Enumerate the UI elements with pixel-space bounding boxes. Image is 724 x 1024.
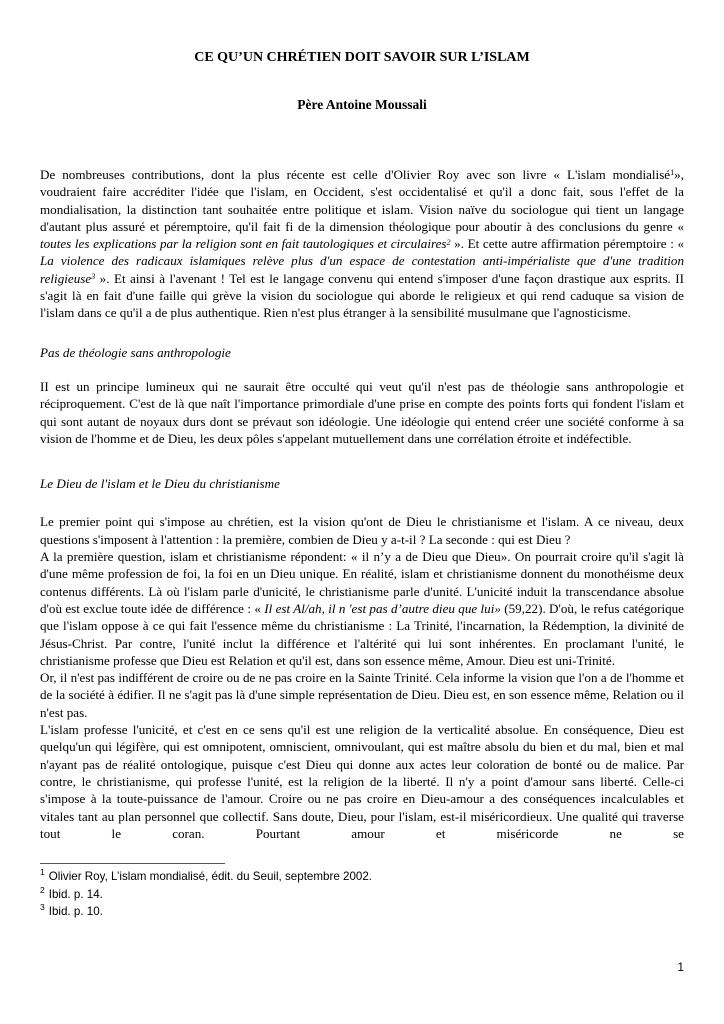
footnote-3-marker: 3 <box>40 902 45 913</box>
paragraph-theologie <box>40 378 684 447</box>
footnote-2-text: Ibid. p. 14. <box>48 887 103 901</box>
footnote-2-marker: 2 <box>40 884 45 895</box>
text-run: 3 <box>91 272 96 282</box>
document-body <box>40 166 684 842</box>
text-run: Le Dieu de l'islam et le Dieu du christianisme <box>40 476 280 492</box>
text-run: De nombreuses contributions, dont la plus récente est celle d'Olivier Roy avec son livre « L'islam mondialisé <box>40 167 671 182</box>
footnote-separator <box>40 863 225 864</box>
text-run: A la première question, islam et christianisme répondent: « il n’y a de Dieu que Dieu». On pourrait croire qu'il s'agit là d'une même profession de foi, la foi en un Dieu unique. En réalité, islam et christianisme donnent du monothéisme deux contenus différents. Là où l'islam parle d'unicité, le christianisme parle d'unité. L'unicité induit la transcendance absolue d'où est exclue toute idée de différence : « <box>40 549 684 616</box>
author-name: Père Antoine Moussali <box>297 97 427 112</box>
page-title: CE QU’UN CHRÉTIEN DOIT SAVOIR SUR L’ISLAM <box>194 50 530 65</box>
text-run: toutes les explications par la religion sont en fait tautologiques et circulaires <box>40 236 447 252</box>
footnote-1 <box>40 868 684 885</box>
page-number: 1 <box>677 961 684 974</box>
text-run: Or, il n'est pas indifférent de croire ou de ne pas croire en la Sainte Trinité. Cela informe la vision que l'on a de l'homme et de la société à édifier. Il ne s'agit pas là d'une simple représentation de Dieu. Dieu est, en son essence même, Relation ou il n'est pas. <box>40 670 684 720</box>
paragraph-sainte-trinite <box>40 669 684 721</box>
text-run: 2 <box>446 237 451 247</box>
section-heading-theologie <box>40 344 684 361</box>
text-run: La violence des radicaux islamiques relève plus d'un espace de contestation anti-impérialiste que d'une tradition religieuse <box>40 253 684 286</box>
text-run: Pas de théologie sans anthropologie <box>40 344 231 360</box>
page-content <box>40 0 684 920</box>
text-run: II est un principe lumineux qui ne saurait être occulté qui veut qu'il n'est pas de théologie sans anthropologie et réciproquement. C'est de là que naît l'importance primordiale d'une prise en compte des points forts qui fondent l'islam et qui sont autant de noyaux durs dont se prévaut son idéologie. Une idéologie qui entend créer une société conforme à sa vision de l'homme et de Dieu, les deux pôles s'appelant mutuellement dans une corrélation étroite et indéfectible. <box>40 378 684 446</box>
paragraph-intro <box>40 166 684 322</box>
text-run: ». Et ainsi à l'avenant ! Tel est le langage convenu qui entend s'imposer d'une façon drastique aux esprits. II s'agit là en fait d'une faille qui grève la vision du sociologue qui aborde le religieux et qui rend caduque sa vision de l'islam dans ce qu'il a de plus authentique. Rien n'est plus étranger à la sensibilité musulmane que l'agnosticisme. <box>40 270 684 321</box>
text-run: Il est Al/ah, il n 'est pas d’autre dieu que lui» <box>264 600 501 616</box>
text-run: Le premier point qui s'impose au chrétien, est la vision qu'ont de Dieu le christianisme et l'islam. A ce niveau, deux questions s'imposent à l'attention : la première, combien de Dieu y a-t-il ? La seconde : qui est Dieu ? <box>40 514 684 547</box>
text-run: 1 <box>670 168 675 178</box>
footnote-3-text: Ibid. p. 10. <box>48 904 103 918</box>
text-run: », voudraient faire accréditer l'idée que l'islam, en Occident, s'est occidentalisé et qu'il a donc fait, sous l'effet de la mondialisation, la distinction tant souhaitée entre politique et islam. Vision naïve du sociologue qui tient un langage d'autant plus assuré et péremptoire, qu'il fait fi de la dimension théologique pour aboutir à des conclusions du genre « <box>40 167 684 234</box>
paragraph-dieu-intro <box>40 513 684 548</box>
text-run: L'islam professe l'unicité, et c'est en ce sens qu'il est une religion de la verticalité absolue. En conséquence, Dieu est quelqu'un qui légifère, qui est omnipotent, omniscient, omnivoulant, qui est maître absolu du bien et du mal, bien et mal n'ayant pas de réalité ontologique, puisque c'est Dieu qui donne aux actes leur coloration de bonté ou de malice. Par contre, le christianisme, qui professe l'unité, est la religion de la liberté. Il n'y a point d'amour sans liberté. Celle-ci s'impose à la toute-puissance de l'amour. Croire ou ne pas croire en Dieu-amour a des conséquences incalculables et vitales tant au plan personnel que collectif. Sans doute, Dieu, pour l'islam, est-il miséricordieux. Une qualité qui traverse tout le coran. Pourtant amour et miséricorde ne se <box>40 722 684 841</box>
footnote-1-marker: 1 <box>40 867 45 878</box>
footnote-1-text: Olivier Roy, L’islam mondialisé, édit. du Seuil, septembre 2002. <box>48 870 373 884</box>
paragraph-premiere-question <box>40 548 684 669</box>
text-run: ». Et cette autre affirmation péremptoire : « <box>450 236 684 252</box>
paragraph-islam-unicite <box>40 721 684 842</box>
footnote-2 <box>40 886 684 903</box>
text-run: (59,22). D'où, le refus catégorique que l'islam oppose à ce qui fait l'essence même du christianisme : La Trinité, l'incarnation, la Rédemption, la divinité de Jésus-Christ. Par contre, l'unité inclut la différence et l'altérité qui lui sont inhérentes. En proclamant l'unité, le christianisme professe que Dieu est Relation et qu'il est, dans son essence même, Amour. Dieu est uni-Trinité. <box>40 600 684 668</box>
footnotes-section <box>40 863 684 920</box>
footnote-3 <box>40 903 684 920</box>
section-heading-dieu <box>40 475 684 492</box>
